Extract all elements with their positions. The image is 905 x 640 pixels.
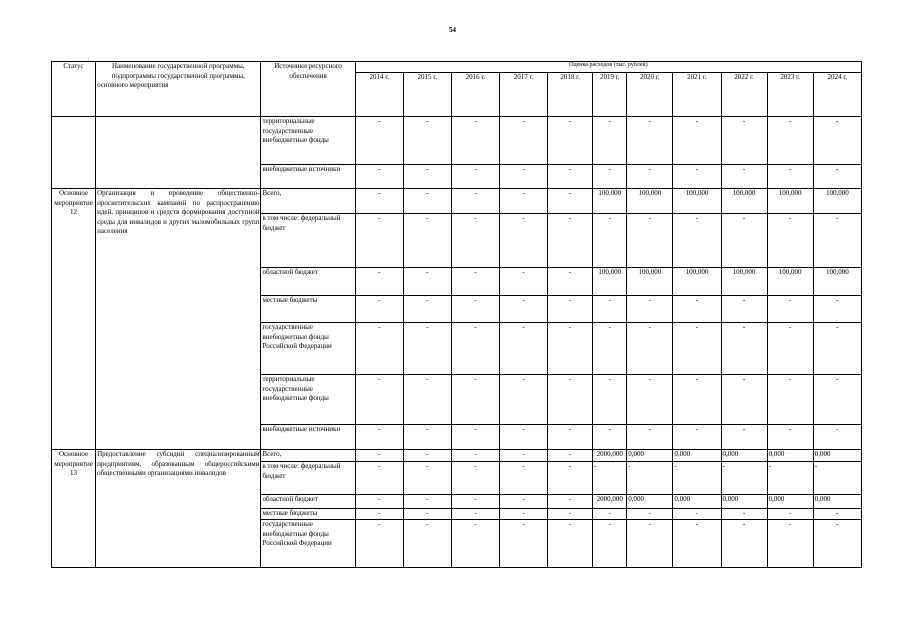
value-cell: 0,000: [767, 495, 813, 509]
value-cell: -: [451, 214, 499, 268]
value-cell: -: [721, 214, 767, 268]
source-cell: государственные внебюджетные фонды Российской Федерации: [261, 520, 355, 568]
value-cell: -: [627, 375, 673, 425]
value-cell: -: [500, 214, 548, 268]
value-cell: -: [627, 117, 673, 165]
value-cell: -: [500, 450, 548, 462]
value-cell: -: [593, 425, 627, 450]
value-cell: -: [403, 520, 451, 568]
value-cell: -: [593, 509, 627, 520]
value-cell: -: [627, 509, 673, 520]
header-year: 2015 г.: [403, 73, 451, 117]
value-cell: -: [355, 495, 403, 509]
value-cell: -: [673, 165, 721, 189]
value-cell: -: [593, 520, 627, 568]
value-cell: -: [451, 375, 499, 425]
value-cell: -: [451, 520, 499, 568]
value-cell: -: [548, 268, 593, 296]
value-cell: -: [813, 520, 861, 568]
value-cell: -: [627, 425, 673, 450]
value-cell: -: [627, 214, 673, 268]
value-cell: -: [673, 214, 721, 268]
value-cell: -: [403, 268, 451, 296]
header-status: Статус: [52, 62, 96, 117]
value-cell: 100,000: [813, 268, 861, 296]
value-cell: -: [500, 520, 548, 568]
header-year: 2023 г.: [767, 73, 813, 117]
value-cell: -: [627, 296, 673, 323]
header-year: 2019 г.: [593, 73, 627, 117]
value-cell: -: [593, 117, 627, 165]
source-cell: местные бюджеты: [261, 509, 355, 520]
value-cell: 0,000: [813, 450, 861, 462]
value-cell: -: [813, 462, 861, 495]
value-cell: -: [673, 375, 721, 425]
value-cell: -: [673, 520, 721, 568]
value-cell: -: [767, 509, 813, 520]
value-cell: 2000,000: [593, 495, 627, 509]
value-cell: -: [813, 509, 861, 520]
value-cell: -: [627, 323, 673, 375]
value-cell: -: [355, 520, 403, 568]
value-cell: -: [673, 117, 721, 165]
header-year: 2020 г.: [627, 73, 673, 117]
status-cell: [52, 117, 96, 189]
value-cell: -: [627, 165, 673, 189]
value-cell: -: [451, 450, 499, 462]
header-estimate: Оценка расходов (тыс. рублей): [355, 62, 861, 73]
value-cell: -: [355, 214, 403, 268]
value-cell: -: [813, 425, 861, 450]
source-cell: областной бюджет: [261, 495, 355, 509]
value-cell: -: [593, 165, 627, 189]
value-cell: -: [593, 296, 627, 323]
source-cell: в том числе: федеральный бюджет: [261, 214, 355, 268]
value-cell: -: [627, 520, 673, 568]
value-cell: 100,000: [721, 268, 767, 296]
value-cell: -: [355, 117, 403, 165]
value-cell: -: [403, 165, 451, 189]
source-cell: областной бюджет: [261, 268, 355, 296]
value-cell: -: [767, 520, 813, 568]
value-cell: 0,000: [627, 495, 673, 509]
value-cell: 100,000: [673, 268, 721, 296]
value-cell: 100,000: [721, 189, 767, 214]
value-cell: -: [451, 165, 499, 189]
header-row: [52, 62, 862, 73]
value-cell: -: [721, 296, 767, 323]
value-cell: -: [813, 214, 861, 268]
value-cell: -: [721, 509, 767, 520]
value-cell: -: [500, 375, 548, 425]
value-cell: -: [403, 509, 451, 520]
value-cell: 100,000: [627, 189, 673, 214]
value-cell: -: [500, 462, 548, 495]
source-cell: в том числе: федеральный бюджет: [261, 462, 355, 495]
value-cell: -: [355, 425, 403, 450]
value-cell: -: [355, 450, 403, 462]
value-cell: 100,000: [627, 268, 673, 296]
value-cell: -: [813, 117, 861, 165]
value-cell: -: [403, 462, 451, 495]
source-cell: Всего,: [261, 450, 355, 462]
value-cell: -: [593, 375, 627, 425]
value-cell: -: [813, 323, 861, 375]
value-cell: -: [355, 189, 403, 214]
value-cell: -: [548, 214, 593, 268]
value-cell: -: [403, 323, 451, 375]
table-row: [52, 189, 862, 214]
header-year: 2014 г.: [355, 73, 403, 117]
value-cell: -: [451, 462, 499, 495]
source-cell: территориальные государственные внебюджетные фонды: [261, 117, 355, 165]
source-cell: местные бюджеты: [261, 296, 355, 323]
value-cell: -: [500, 425, 548, 450]
value-cell: -: [813, 165, 861, 189]
value-cell: -: [451, 268, 499, 296]
header-year: 2017 г.: [500, 73, 548, 117]
value-cell: 100,000: [593, 189, 627, 214]
value-cell: -: [548, 323, 593, 375]
value-cell: -: [500, 189, 548, 214]
value-cell: 100,000: [593, 268, 627, 296]
value-cell: -: [721, 462, 767, 495]
resource-table: [51, 61, 862, 568]
value-cell: 0,000: [721, 495, 767, 509]
value-cell: -: [767, 214, 813, 268]
value-cell: -: [403, 450, 451, 462]
value-cell: 0,000: [721, 450, 767, 462]
value-cell: -: [403, 189, 451, 214]
name-cell: [96, 117, 261, 189]
value-cell: 100,000: [767, 268, 813, 296]
value-cell: 100,000: [767, 189, 813, 214]
value-cell: -: [627, 462, 673, 495]
value-cell: -: [355, 296, 403, 323]
value-cell: -: [500, 495, 548, 509]
value-cell: -: [548, 165, 593, 189]
value-cell: -: [673, 296, 721, 323]
value-cell: -: [673, 323, 721, 375]
header-year: 2022 г.: [721, 73, 767, 117]
header-year: 2018 г.: [548, 73, 593, 117]
source-cell: территориальные государственные внебюджетные фонды: [261, 375, 355, 425]
value-cell: -: [500, 165, 548, 189]
value-cell: -: [451, 296, 499, 323]
value-cell: 0,000: [673, 495, 721, 509]
value-cell: -: [355, 462, 403, 495]
value-cell: -: [355, 509, 403, 520]
value-cell: -: [548, 462, 593, 495]
table-row: [52, 117, 862, 165]
value-cell: -: [451, 425, 499, 450]
value-cell: -: [767, 425, 813, 450]
value-cell: -: [403, 495, 451, 509]
status-cell: Основное мероприятие 12: [52, 189, 96, 450]
value-cell: -: [673, 425, 721, 450]
value-cell: -: [355, 165, 403, 189]
value-cell: 0,000: [813, 495, 861, 509]
value-cell: -: [721, 117, 767, 165]
value-cell: -: [403, 425, 451, 450]
value-cell: -: [548, 296, 593, 323]
value-cell: -: [673, 462, 721, 495]
value-cell: -: [451, 495, 499, 509]
value-cell: -: [500, 296, 548, 323]
header-source: Источники ресурсного обеспечения: [261, 62, 355, 117]
table-row: [52, 450, 862, 462]
page-number: 54: [449, 26, 456, 34]
value-cell: -: [548, 509, 593, 520]
value-cell: 0,000: [627, 450, 673, 462]
value-cell: -: [403, 375, 451, 425]
value-cell: -: [500, 117, 548, 165]
value-cell: 2000,000: [593, 450, 627, 462]
header-year: 2021 г.: [673, 73, 721, 117]
value-cell: -: [767, 117, 813, 165]
value-cell: -: [451, 117, 499, 165]
value-cell: -: [451, 323, 499, 375]
value-cell: -: [548, 189, 593, 214]
value-cell: -: [721, 520, 767, 568]
value-cell: -: [767, 296, 813, 323]
value-cell: -: [593, 323, 627, 375]
name-cell: Организация и проведение общественно-просветительских кампаний по распространению идей, принципов и средств формирования доступной среды для инвалидов и других маломобильных групп населения: [96, 189, 261, 450]
value-cell: -: [593, 462, 627, 495]
value-cell: 100,000: [813, 189, 861, 214]
value-cell: -: [548, 425, 593, 450]
value-cell: -: [548, 450, 593, 462]
value-cell: -: [548, 117, 593, 165]
value-cell: -: [767, 462, 813, 495]
value-cell: -: [355, 323, 403, 375]
source-cell: государственные внебюджетные фонды Российской Федерации: [261, 323, 355, 375]
value-cell: -: [673, 509, 721, 520]
value-cell: 100,000: [673, 189, 721, 214]
value-cell: -: [767, 375, 813, 425]
source-cell: Всего,: [261, 189, 355, 214]
value-cell: -: [403, 117, 451, 165]
value-cell: -: [403, 296, 451, 323]
value-cell: -: [721, 425, 767, 450]
value-cell: -: [548, 520, 593, 568]
value-cell: -: [403, 214, 451, 268]
value-cell: -: [548, 495, 593, 509]
source-cell: внебюджетные источники: [261, 425, 355, 450]
value-cell: -: [548, 375, 593, 425]
value-cell: -: [721, 165, 767, 189]
value-cell: -: [355, 375, 403, 425]
value-cell: -: [500, 509, 548, 520]
value-cell: -: [451, 189, 499, 214]
value-cell: -: [767, 165, 813, 189]
value-cell: -: [721, 375, 767, 425]
value-cell: -: [813, 296, 861, 323]
status-cell: Основное мероприятие 13: [52, 450, 96, 568]
value-cell: -: [500, 323, 548, 375]
header-name: Наименование государственной программы, подпрограммы государственной программы, основного мероприятия: [96, 62, 261, 117]
header-year: 2024 г.: [813, 73, 861, 117]
value-cell: -: [593, 214, 627, 268]
value-cell: -: [451, 509, 499, 520]
value-cell: -: [500, 268, 548, 296]
header-year: 2016 г.: [451, 73, 499, 117]
value-cell: 0,000: [673, 450, 721, 462]
value-cell: -: [721, 323, 767, 375]
name-cell: Предоставление субсидий специализированным предприятиям, образованным общероссийскими общественными организациями инвалидов: [96, 450, 261, 568]
value-cell: -: [355, 268, 403, 296]
value-cell: 0,000: [767, 450, 813, 462]
source-cell: внебюджетные источники: [261, 165, 355, 189]
value-cell: -: [767, 323, 813, 375]
value-cell: -: [813, 375, 861, 425]
